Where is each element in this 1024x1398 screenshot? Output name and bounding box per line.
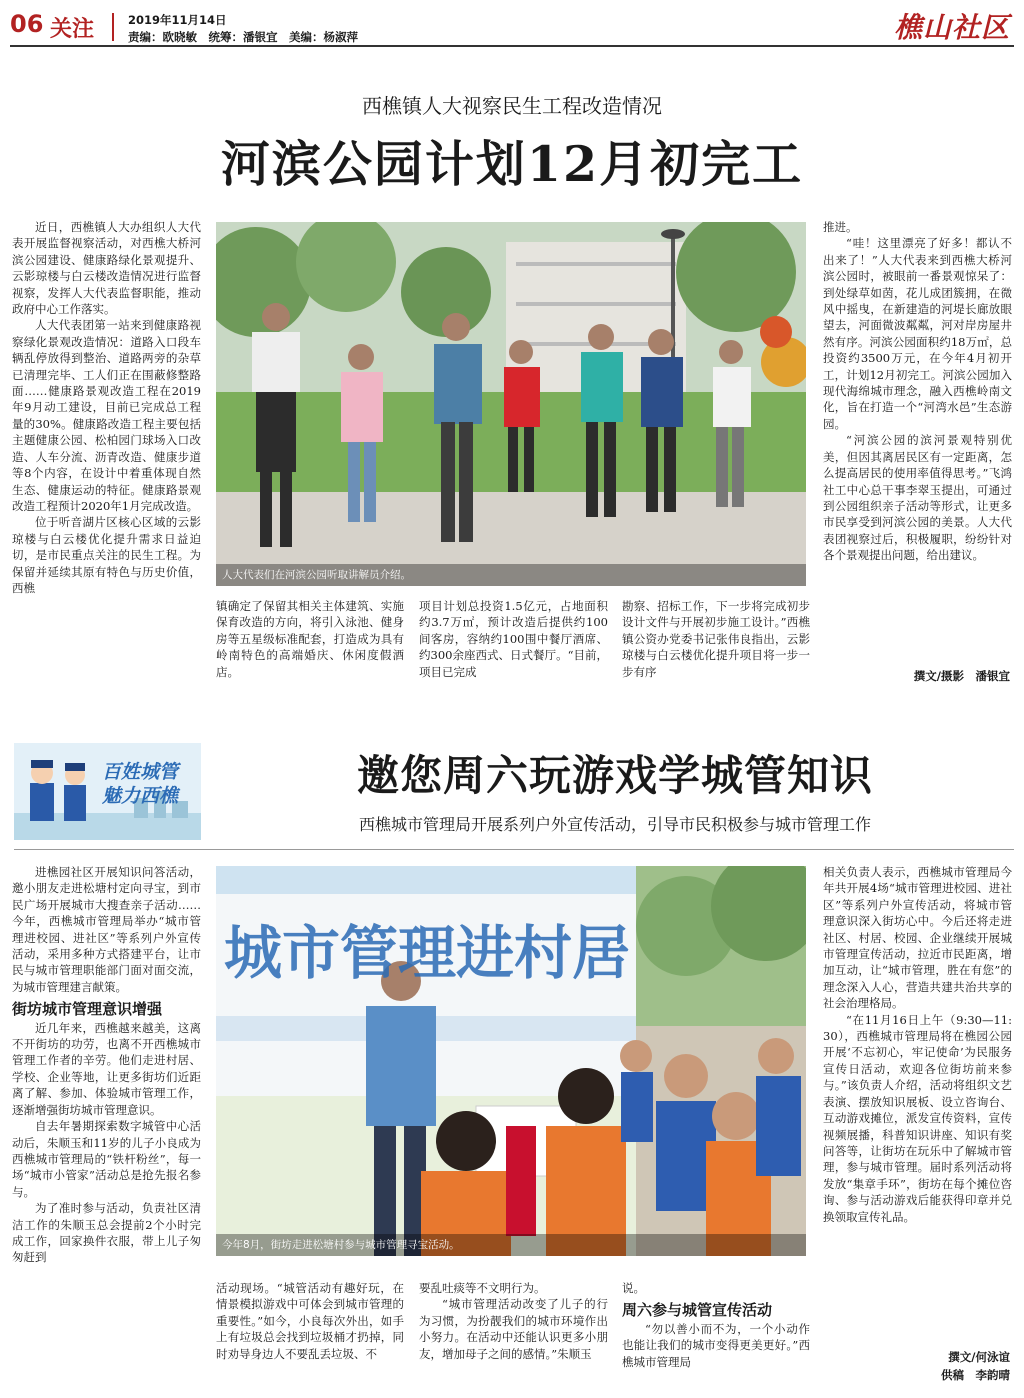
- paragraph: 要乱吐痰等不文明行为。: [419, 1281, 546, 1295]
- paragraph: 自去年暑期探索数字城管中心活动后，朱顺玉和11岁的儿子小良成为西樵城市管理局的“铁杆粉丝”，每一场“城市小管家”活动总是抢先报名参与。: [12, 1119, 201, 1199]
- article2-column-4: [622, 1280, 810, 1388]
- paragraph: “城市管理活动改变了儿子的行为习惯，为扮靓我们的城市环境作出小努力。在活动中还能认识更多小朋友，增加母子之间的感情。”朱顺玉: [419, 1297, 608, 1361]
- article2-subhead-2: 周六参与城管宣传活动: [622, 1301, 773, 1320]
- article1-byline: 撰文/摄影 潘银宜: [913, 669, 1010, 683]
- article1-column-5: [823, 219, 1012, 659]
- paragraph: 位于听音湖片区核心区域的云影琼楼与白云楼优化提升需求日益迫切，是市民重点关注的民生工程。为保留并延续其原有特色与历史价值，西樵: [12, 515, 201, 595]
- photo-caption: 今年8月，街坊走进松塘村参与城市管理寻宝活动。: [216, 1234, 806, 1256]
- article2-column-1: [12, 864, 201, 1389]
- city-management-banner: [14, 743, 201, 840]
- paragraph: “勿以善小而不为，一个小动作也能让我们的城市变得更美更好。”西樵城市管理局: [622, 1321, 810, 1369]
- banner-line-2: 魅力西樵: [102, 785, 179, 807]
- header-divider: [112, 13, 114, 41]
- paragraph: 勘察、招标工作，下一步将完成初步设计文件与开展初步施工设计。”西樵镇公资办党委书记张伟良指出，云影琼楼与白云楼优化提升项目将一步一步有序: [622, 599, 810, 679]
- article1-kicker: 西樵镇人大视察民生工程改造情况: [362, 94, 662, 118]
- article2-column-3: [419, 1280, 608, 1388]
- article2-column-2: [216, 1280, 404, 1388]
- paragraph: “哇！这里漂亮了好多！都认不出来了！”人大代表来到西樵大桥河滨公园时，被眼前一番景观惊呆了：到处绿草如茵，花儿成团簇拥，在微风中摇曳，在新建造的河堤长廊放眼望去，河面微波粼粼，河对岸房屋井然有序。河滨公园面积约18万㎡，总投资约3500万元，在今年4月初开工，计划12月初完工。河滨公园加入现代海绵城市理念，融入西樵岭南文化，旨在打造一个“河湾水邑”生态游园。: [823, 236, 1012, 431]
- page-number: 06: [10, 10, 44, 38]
- article2-column-5: [823, 864, 1012, 1330]
- paragraph: 推进。: [823, 220, 858, 234]
- article1-photo: [216, 222, 806, 586]
- masthead-logo: 樵山社区: [893, 11, 1010, 44]
- article1-column-1: [12, 219, 201, 687]
- article2-rule: [14, 849, 1014, 850]
- editor-credits: 责编：欧晓敏 统筹：潘银宜 美编：杨淑萍: [128, 30, 358, 44]
- paragraph: 镇确定了保留其相关主体建筑、实施保育改造的方向，将引入泳池、健身房等五星级标准配套，打造成为具有岭南特色的高端婚庆、休闲度假酒店。: [216, 599, 404, 679]
- photo-banner-text: 城市管理进村居: [224, 919, 631, 987]
- paragraph: 进樵园社区开展知识问答活动，邀小朋友走进松塘村定向寻宝，到市民广场开展城市大搜查亲子活动……今年，西樵城市管理局举办“城市管理进校园、进社区”等系列户外宣传活动，采用多种方式搭建平台，让市民与城市管理职能部门面对面交流，为城市管理建言献策。: [12, 865, 201, 994]
- article2-subhead-1: 街坊城市管理意识增强: [12, 1000, 163, 1019]
- paragraph: 活动现场。“城管活动有趣好玩，在情景模拟游戏中可体会到城市管理的重要性。”如今，小良每次外出，如手上有垃圾总会找到垃圾桶才扔掉，同时劝导身边人不要乱丢垃圾、不: [216, 1281, 404, 1361]
- paragraph: 相关负责人表示，西樵城市管理局今年共开展4场“城市管理进校园、进社区”等系列户外宣传活动，将城市管理意识深入街坊心中。今后还将走进社区、村居、校园、企业继续开展城市管理宣传活动，拉近市民距离，增加互动，让“城市管理，胜在有您”的理念深入人心，营造共建共治共享的社会治理格局。: [823, 865, 1012, 1011]
- banner-line-1: 百姓城管: [102, 761, 179, 783]
- article2-byline-source: 供稿 李韵晴: [941, 1368, 1010, 1382]
- header-rule: [10, 45, 1014, 47]
- paragraph: “在11月16日上午（9:30—11:30），西樵城市管理局将在樵园公园开展‘不忘初心，牢记使命’为民服务宣传日活动，欢迎各位街坊前来参与。”该负责人介绍，活动将组织文艺表演、摆放知识展板、设立咨询台、互动游戏摊位，派发宣传资料，宣传视频展播，科普知识讲座、知识有奖问答等，让街坊在玩乐中了解城市管理，参与城市管理。届时系列活动将发放“集章手环”，街坊在每个摊位咨询、参与活动游戏后能获得印章并兑换领取宣传礼品。: [823, 1012, 1012, 1224]
- article1-column-4: [622, 598, 810, 688]
- article1-column-3: [419, 598, 608, 688]
- article2-headline: 邀您周六玩游戏学城管知识: [356, 751, 873, 800]
- article2-byline-writer: 撰文/何泳谊: [948, 1350, 1010, 1364]
- paragraph: 近日，西樵镇人大办组织人大代表开展监督视察活动，对西樵大桥河滨公园建设、健康路绿化景观提升、云影琼楼与白云楼改造情况进行监督视察，发挥人大代表监督职能，推动政府中心工作落实。: [12, 220, 201, 317]
- paragraph: 人大代表团第一站来到健康路视察绿化景观改造情况：道路入口段车辆乱停放得到整治、道路两旁的杂草已清理完毕、工人们正在围蔽修整路面……健康路景观改造工程在2019年9月动工建设，目前已完成总工程量的30%。健康路改造工程主要包括主题健康公园、松柏园门球场入口改造、人车分流、沥青改造、健康步道等8个内容，在设计中着重体现自然生态、健康运动的特征。健康路景观改造工程预计2020年1月完成改造。: [12, 318, 201, 513]
- paragraph: 说。: [622, 1281, 645, 1295]
- article2-subtitle: 西樵城市管理局开展系列户外宣传活动，引导市民积极参与城市管理工作: [358, 815, 871, 834]
- paragraph: 为了准时参与活动，负责社区清洁工作的朱顺玉总会提前2个小时完成工作，回家换件衣服，带上儿子匆匆赶到: [12, 1201, 201, 1265]
- paragraph: 近几年来，西樵越来越美，这离不开街坊的功劳，也离不开西樵城市管理工作者的辛劳。他们走进村居、学校、企业等地，让更多街坊们近距离了解、参加、体验城市管理工作，逐渐增强街坊城市管理意识。: [12, 1020, 201, 1117]
- article1-column-2: [216, 598, 404, 688]
- article1-headline: 河滨公园计划12月初完工: [220, 135, 804, 193]
- article2-photo: [216, 866, 806, 1256]
- photo-caption: 人大代表们在河滨公园听取讲解员介绍。: [216, 564, 806, 586]
- issue-date: 2019年11月14日: [128, 13, 227, 27]
- park-visit-image: [216, 222, 806, 586]
- paragraph: “河滨公园的滨河景观特别优美，但因其离居民区有一定距离，怎么提高居民的使用率值得思考。”飞鸿社工中心总干事李翠玉提出，可通过到公园组织亲子活动等形式，让更多市民享受到河滨公园的美景。人大代表团视察过后，积极履职，纷纷针对各个景观提出问题，给出建议。: [823, 433, 1012, 563]
- section-name: 关注: [50, 16, 95, 42]
- paragraph: 项目计划总投资1.5亿元，占地面积约3.7万㎡，预计改造后提供约100间客房，容纳约100围中餐厅酒席、约300余座西式、日式餐厅。“目前，项目已完成: [419, 599, 608, 679]
